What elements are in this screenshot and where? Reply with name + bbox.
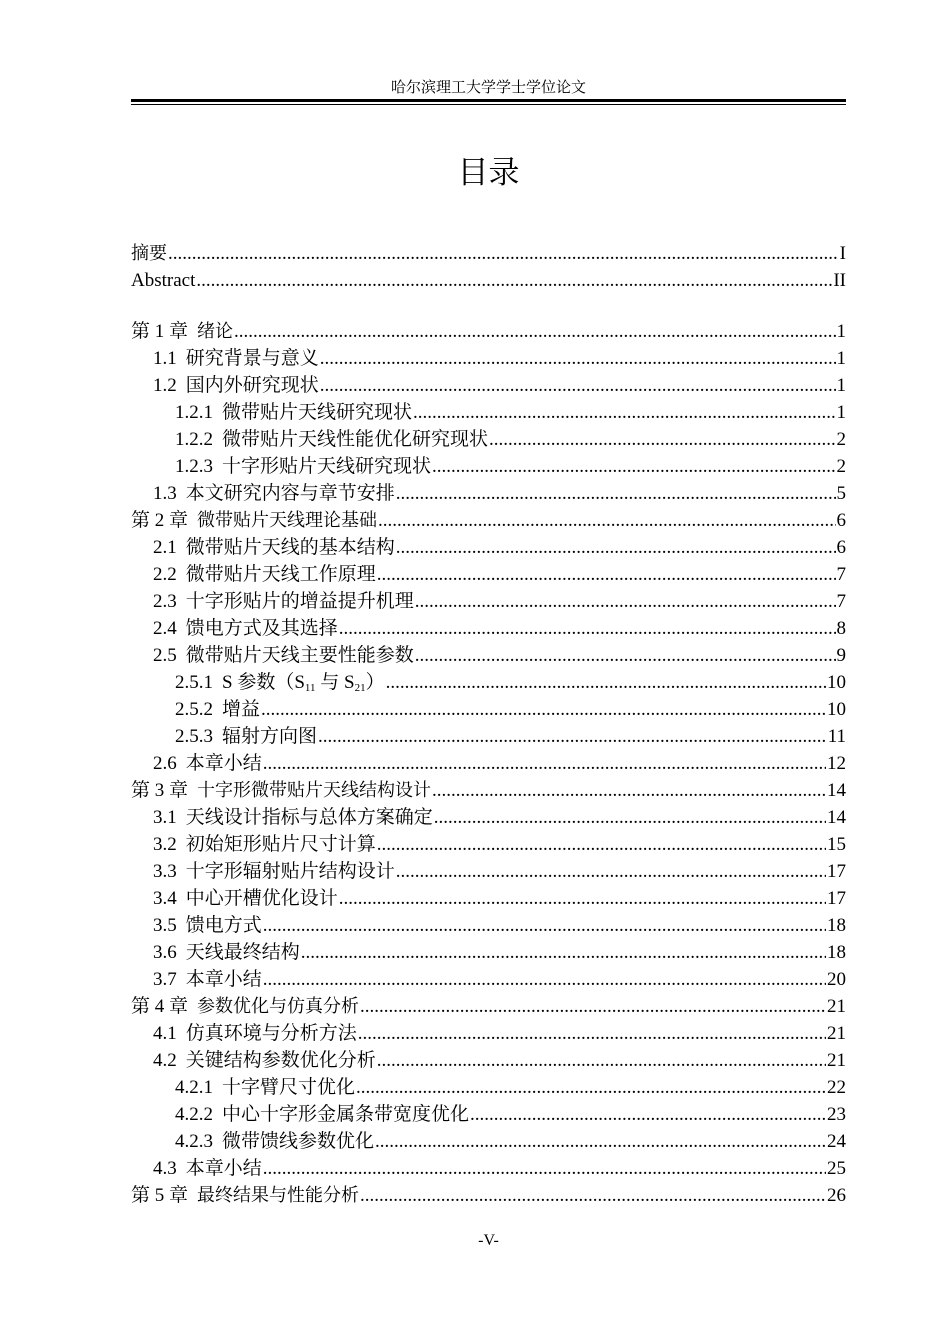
toc-front-matter: [131, 240, 846, 294]
toc-entry-text: 微带贴片天线性能优化研究现状: [222, 429, 489, 450]
toc-dot-leader: [263, 912, 826, 939]
toc-entry-page: 11: [827, 726, 846, 747]
toc-entry-title: [153, 966, 262, 993]
toc-entry-number: 第 5 章: [131, 1185, 189, 1206]
toc-entry-title: [153, 561, 376, 588]
toc-entry[interactable]: [131, 696, 846, 723]
toc-dot-leader: [377, 1047, 826, 1074]
toc-entry-text: 十字形辐射贴片结构设计: [185, 861, 395, 882]
toc-entry[interactable]: [131, 372, 846, 399]
toc-entry-text: 本章小结: [185, 1158, 262, 1179]
toc-entry-page: 15: [827, 834, 846, 855]
toc-entry-page: 7: [836, 591, 846, 612]
toc-dot-leader: [196, 267, 832, 294]
toc-entry[interactable]: [131, 723, 846, 750]
toc-entry-text: 增益: [222, 699, 261, 720]
toc-entry-number: 第 4 章: [131, 996, 189, 1017]
toc-entry-number: 1.2: [153, 375, 177, 396]
toc-dot-leader: [261, 696, 826, 723]
page-title: 目录: [457, 155, 520, 191]
toc-dot-leader: [360, 1182, 826, 1209]
toc-entry-title: [175, 696, 260, 723]
toc-entry[interactable]: [131, 939, 846, 966]
header-rule-thick: [131, 99, 846, 102]
toc-entry[interactable]: [131, 1074, 846, 1101]
toc-entry-page: 12: [827, 753, 846, 774]
toc-entry-number: 2.2: [153, 564, 177, 585]
toc-entry[interactable]: [131, 318, 846, 345]
toc-entry[interactable]: [131, 804, 846, 831]
toc-entry-title: Abstract: [131, 270, 196, 291]
toc-entry-text: 微带贴片天线主要性能参数: [185, 645, 414, 666]
toc-entry-number: 3.2: [153, 834, 177, 855]
toc-dot-leader: [360, 993, 826, 1020]
toc-dot-leader: [396, 858, 826, 885]
toc-dot-leader: [263, 750, 826, 777]
toc-entry-page: 18: [827, 915, 846, 936]
toc-entry-title: [153, 615, 338, 642]
toc-entry[interactable]: [131, 669, 846, 696]
toc-entry[interactable]: [131, 831, 846, 858]
toc-entry-title: [153, 885, 338, 912]
toc-entry-page: 2: [836, 429, 846, 450]
toc-entry-text: 十字形贴片的增益提升机理: [185, 591, 414, 612]
toc-dot-leader: [339, 615, 836, 642]
toc-entry-text: 绪论: [197, 321, 234, 342]
toc-dot-leader: [320, 345, 836, 372]
toc-entry-title: [175, 1101, 469, 1128]
header-rule-thin: [131, 104, 846, 105]
toc-entry-page: 5: [836, 483, 846, 504]
toc-dot-leader: [413, 399, 835, 426]
toc-entry-page: 8: [836, 618, 846, 639]
toc-entry-page: 20: [827, 969, 846, 990]
toc-dot-leader: [377, 561, 836, 588]
toc-entry-number: 第 1 章: [131, 321, 189, 342]
toc-entry[interactable]: [131, 561, 846, 588]
toc-entry-number: 3.4: [153, 888, 177, 909]
toc-entry-page: 10: [827, 699, 846, 720]
toc-entry-text: 中心十字形金属条带宽度优化: [222, 1104, 470, 1125]
toc-entry-text: 辐射方向图: [222, 726, 318, 747]
toc-entry-page: 17: [827, 888, 846, 909]
toc-entry-page: 1: [836, 348, 846, 369]
toc-entry-number: 1.2.2: [175, 429, 213, 450]
toc-entry[interactable]: [131, 345, 846, 372]
toc-entry[interactable]: [131, 750, 846, 777]
toc-entry[interactable]: [131, 1020, 846, 1047]
toc-entry-text: 天线设计指标与总体方案确定: [185, 807, 433, 828]
toc-entry-number: 2.5.1: [175, 672, 213, 693]
toc-entry-number: 1.2.1: [175, 402, 213, 423]
toc-entry-title: [153, 642, 414, 669]
toc-entry-number: 1.2.3: [175, 456, 213, 477]
toc-entry-number: 3.7: [153, 969, 177, 990]
toc-entry-page: 21: [827, 1023, 846, 1044]
toc-entry-page: I: [839, 243, 846, 264]
toc-entry-number: 第 3 章: [131, 780, 189, 801]
toc-dot-leader: [489, 426, 835, 453]
toc-entry-title: [175, 1128, 374, 1155]
toc-entry-page: 17: [827, 861, 846, 882]
toc-entry-title: [153, 831, 376, 858]
toc-entry-number: 2.5: [153, 645, 177, 666]
toc-entry-number: 3.5: [153, 915, 177, 936]
toc-entry-text: 关键结构参数优化分析: [185, 1050, 376, 1071]
toc-entry-text: 微带贴片天线工作原理: [185, 564, 376, 585]
toc-entry-title: [175, 399, 412, 426]
toc-dot-leader: [377, 831, 826, 858]
page-number: -V-: [478, 1232, 499, 1249]
toc-entry-title: [131, 507, 377, 534]
toc-entry-page: 22: [827, 1077, 846, 1098]
toc-entry-title: [153, 588, 414, 615]
toc-dot-leader: [432, 777, 826, 804]
toc-dot-leader: [356, 1074, 826, 1101]
toc-entry[interactable]: [131, 453, 846, 480]
toc-entry-text: 微带馈线参数优化: [222, 1131, 375, 1152]
toc-entry-text: 本文研究内容与章节安排: [185, 483, 395, 504]
toc-entry-text: 十字形微带贴片天线结构设计: [197, 780, 432, 801]
toc-entry-title: [153, 345, 319, 372]
toc-entry-number: 第 2 章: [131, 510, 189, 531]
toc-entry-title: [175, 723, 317, 750]
toc-dot-leader: [339, 885, 826, 912]
toc-entry-number: 4.2.3: [175, 1131, 213, 1152]
toc-dot-leader: [318, 723, 827, 750]
toc-entry-page: 1: [836, 402, 846, 423]
toc-entry-page: 26: [827, 1185, 846, 1206]
toc-entry[interactable]: [131, 993, 846, 1020]
toc-entry-page: 6: [836, 510, 846, 531]
toc-entry-number: 2.6: [153, 753, 177, 774]
toc-entry-text: 仿真环境与分析方法: [185, 1023, 357, 1044]
toc-dot-leader: [375, 1128, 826, 1155]
toc-entry-title: [175, 1074, 355, 1101]
toc-entry-number: 1.3: [153, 483, 177, 504]
toc-entry-title: [153, 939, 300, 966]
toc-entry-number: 2.4: [153, 618, 177, 639]
toc-dot-leader: [320, 372, 836, 399]
toc-entry-title: [153, 912, 262, 939]
toc-dot-leader: [386, 669, 826, 696]
toc-entry-title: [131, 318, 233, 345]
toc-entry-text: 十字臂尺寸优化: [222, 1077, 356, 1098]
toc-entry[interactable]: [131, 966, 846, 993]
toc-entry-page: 14: [827, 807, 846, 828]
toc-entry-title: [131, 777, 431, 804]
toc-entry-title: [153, 534, 395, 561]
toc-entry-number: 3.3: [153, 861, 177, 882]
toc-entry[interactable]: [131, 642, 846, 669]
toc-entry[interactable]: [131, 507, 846, 534]
toc-entry-text: 天线最终结构: [185, 942, 300, 963]
toc-entry-title: [153, 750, 262, 777]
toc-entry-text: 研究背景与意义: [185, 348, 319, 369]
toc-entry[interactable]: [131, 480, 846, 507]
running-header: 哈尔滨理工大学学士学位论文: [390, 80, 586, 96]
toc-entry-number: 4.3: [153, 1158, 177, 1179]
toc-dot-leader: [396, 480, 836, 507]
toc-entry-text: 参数优化与仿真分析: [197, 996, 360, 1017]
toc-entry-page: 23: [827, 1104, 846, 1125]
toc-entry-page: 1: [836, 321, 846, 342]
toc-entry-page: II: [833, 270, 846, 291]
toc-entry-abstract-en[interactable]: [131, 267, 846, 294]
toc-entry-text: 微带贴片天线研究现状: [222, 402, 413, 423]
toc-entry[interactable]: [131, 615, 846, 642]
toc-entry-title: [153, 858, 395, 885]
toc-entry-number: 3.1: [153, 807, 177, 828]
toc-dot-leader: [378, 507, 835, 534]
toc-entry[interactable]: [131, 399, 846, 426]
toc-dot-leader: [168, 240, 839, 267]
toc-entry-title: [175, 669, 385, 696]
toc-entry-page: 24: [827, 1131, 846, 1152]
toc-entry[interactable]: [131, 1047, 846, 1074]
toc-entry-text: 中心开槽优化设计: [185, 888, 338, 909]
toc-entry-title: [153, 372, 319, 399]
toc-entry-number: 4.2: [153, 1050, 177, 1071]
toc-entry[interactable]: [131, 1101, 846, 1128]
toc-main-list: [131, 318, 846, 1209]
toc-entry-text: 本章小结: [185, 753, 262, 774]
toc-entry[interactable]: [131, 912, 846, 939]
toc-entry-title: [153, 1020, 357, 1047]
toc-entry-title: [153, 1047, 376, 1074]
toc-entry[interactable]: [131, 858, 846, 885]
toc-entry[interactable]: [131, 588, 846, 615]
toc-entry-text: 最终结果与性能分析: [197, 1185, 360, 1206]
toc-entry-title: [131, 993, 359, 1020]
toc-entry-page: 2: [836, 456, 846, 477]
toc-entry-page: 21: [827, 996, 846, 1017]
toc-entry-number: 2.3: [153, 591, 177, 612]
toc-dot-leader: [415, 642, 836, 669]
toc-entry-title: [131, 1182, 359, 1209]
toc-dot-leader: [415, 588, 836, 615]
toc-dot-leader: [301, 939, 826, 966]
toc-dot-leader: [263, 1155, 826, 1182]
toc-entry[interactable]: [131, 426, 846, 453]
toc-entry[interactable]: [131, 1128, 846, 1155]
toc-entry-page: 25: [827, 1158, 846, 1179]
toc-entry-number: 4.2.2: [175, 1104, 213, 1125]
toc-entry-text: 本章小结: [185, 969, 262, 990]
toc-entry-text: 微带贴片天线理论基础: [197, 510, 378, 531]
toc-entry-page: 10: [827, 672, 846, 693]
toc-entry-page: 6: [836, 537, 846, 558]
toc-dot-leader: [470, 1101, 826, 1128]
toc-entry-text: 国内外研究现状: [185, 375, 319, 396]
toc-entry-number: 4.1: [153, 1023, 177, 1044]
toc-dot-leader: [263, 966, 826, 993]
toc-entry-number: 3.6: [153, 942, 177, 963]
toc-entry-number: 1.1: [153, 348, 177, 369]
toc-entry-number: 2.1: [153, 537, 177, 558]
toc-entry-text: S 参数（$S_{11}$ 与 $S_{21}$）: [222, 672, 385, 694]
toc-entry-text: 初始矩形贴片尺寸计算: [185, 834, 376, 855]
toc-entry-text: 微带贴片天线的基本结构: [185, 537, 395, 558]
toc-entry[interactable]: [131, 885, 846, 912]
toc-entry-number: 2.5.3: [175, 726, 213, 747]
toc-entry-title: [175, 453, 431, 480]
toc-entry-page: 14: [827, 780, 846, 801]
toc-entry-number: 4.2.1: [175, 1077, 213, 1098]
toc-entry-number: 2.5.2: [175, 699, 213, 720]
toc-entry[interactable]: [131, 1155, 846, 1182]
toc-dot-leader: [396, 534, 836, 561]
toc-entry-title: [153, 480, 395, 507]
toc-entry-text: 十字形贴片天线研究现状: [222, 456, 432, 477]
toc-entry-text: 馈电方式及其选择: [185, 618, 338, 639]
toc-entry-page: 1: [836, 375, 846, 396]
toc-entry[interactable]: [131, 534, 846, 561]
toc-entry-title: [153, 804, 433, 831]
toc-dot-leader: [434, 804, 826, 831]
toc-entry-title: [153, 1155, 262, 1182]
toc-entry-title: [175, 426, 488, 453]
toc-entry-title: 摘要: [131, 243, 167, 264]
toc-entry[interactable]: [131, 777, 846, 804]
toc-entry-page: 7: [836, 564, 846, 585]
toc-dot-leader: [432, 453, 835, 480]
toc-entry-page: 9: [836, 645, 846, 666]
toc-dot-leader: [358, 1020, 826, 1047]
toc-entry-abstract-cn[interactable]: [131, 240, 846, 267]
toc-entry-page: 21: [827, 1050, 846, 1071]
toc-entry-text: 馈电方式: [185, 915, 262, 936]
toc-entry[interactable]: [131, 1182, 846, 1209]
toc-entry-page: 18: [827, 942, 846, 963]
toc-dot-leader: [234, 318, 835, 345]
